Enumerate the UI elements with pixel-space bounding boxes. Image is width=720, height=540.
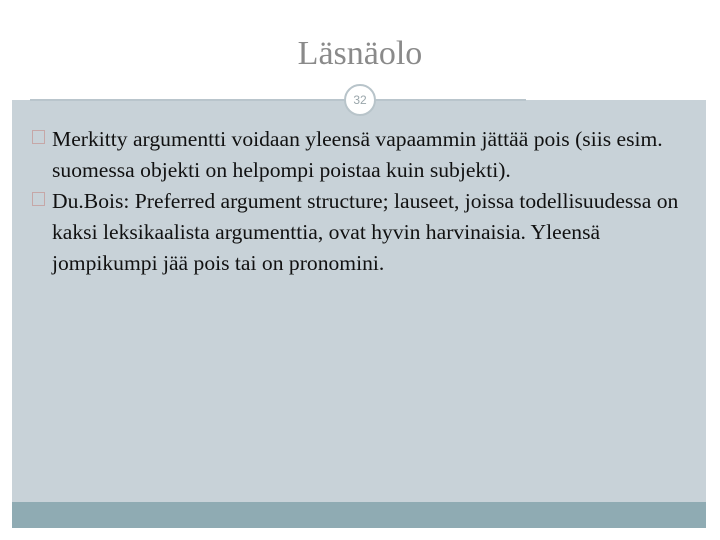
slide-title: Läsnäolo <box>297 35 423 72</box>
title-divider <box>30 99 526 101</box>
bullet-list <box>32 124 682 279</box>
bullet-item <box>32 124 682 186</box>
square-bullet-icon <box>32 130 45 144</box>
bullet-text: Merkitty argumentti voidaan yleensä vapaammin jättää pois (siis esim. suomessa objekti on helpompi poistaa kuin subjekti). <box>52 127 663 182</box>
bullet-item <box>32 186 682 279</box>
bullet-text: Du.Bois: Preferred argument structure; lauseet, joissa todellisuudessa on kaksi leksikaalista argumenttia, ovat hyvin harvinaisia. Yleensä jompikumpi jää pois tai on pronomini. <box>52 189 679 275</box>
page-number-badge: 32 <box>344 84 376 116</box>
footer-band <box>12 502 706 528</box>
square-bullet-icon <box>32 192 45 206</box>
